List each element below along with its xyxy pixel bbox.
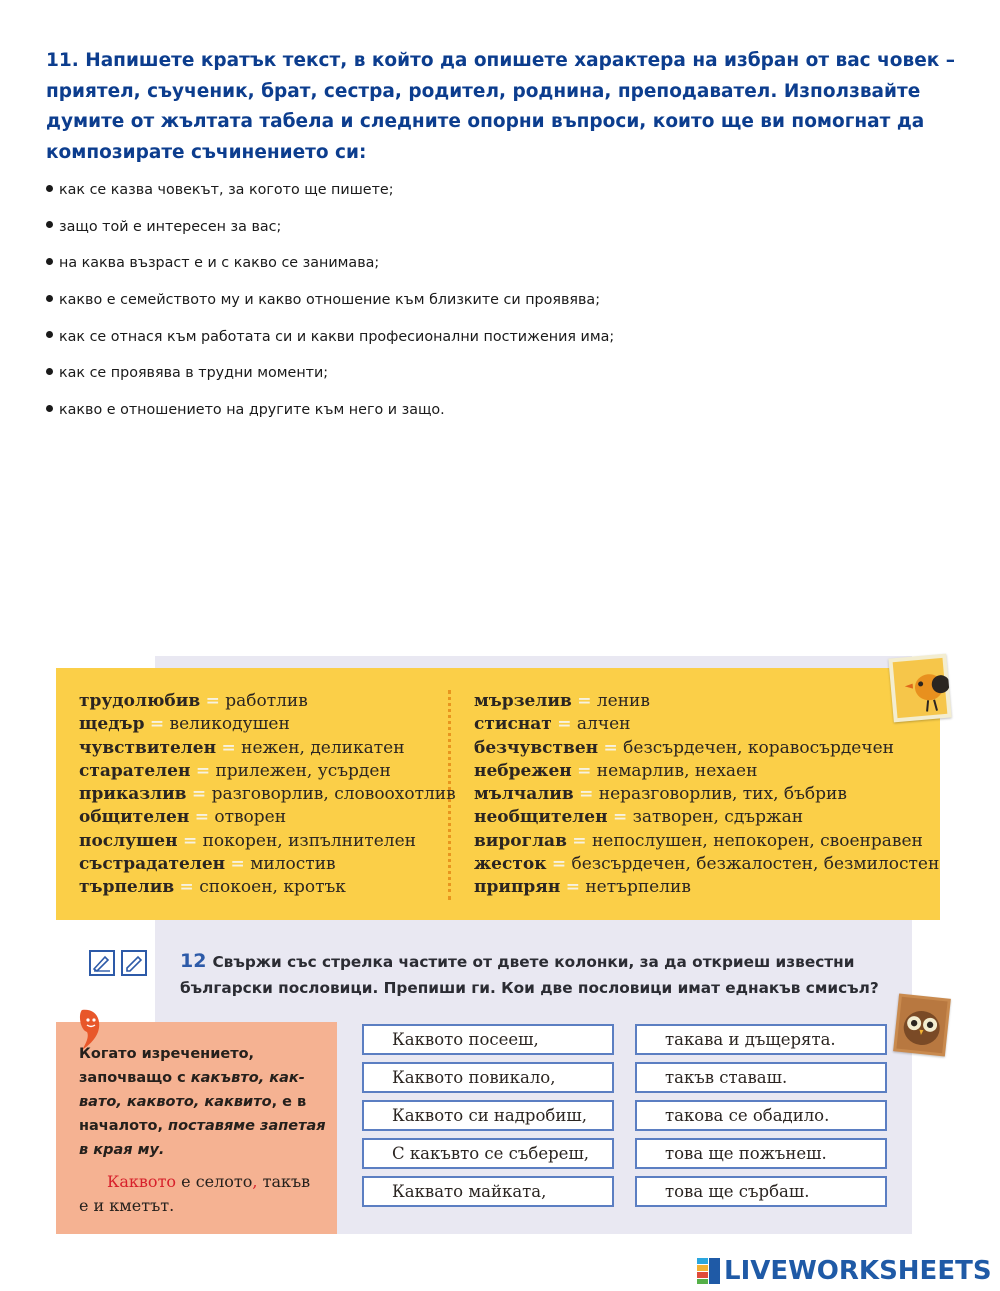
synonym-row: вироглав = непослушен, непокорен, своенравен	[474, 830, 923, 851]
proverb-end-box[interactable]: такова се обадило.	[635, 1100, 887, 1131]
synonym-row: небрежен = немарлив, нехаен	[474, 760, 758, 781]
synonym-row: жесток = безсърдечен, безжалостен, безмилостен	[474, 854, 940, 875]
synonym-row: мълчалив = неразговорлив, тих, бъбрив	[474, 784, 847, 805]
list-item: защо той е интересен за вас;	[46, 213, 614, 250]
list-item: как се отнася към работата си и какви професионални постижения има;	[46, 323, 614, 360]
list-item: какво е отношението на другите към него и защо.	[46, 396, 614, 433]
write-icon	[89, 950, 115, 976]
synonym-row: безчувствен = безсърдечен, коравосърдечен	[474, 737, 894, 758]
bullet-icon	[46, 405, 53, 412]
pencil-icon	[121, 950, 147, 976]
bullet-icon	[46, 368, 53, 375]
liveworksheets-logo	[697, 1256, 992, 1286]
proverb-end-box[interactable]: такъв ставаш.	[635, 1062, 887, 1093]
synonyms-column-right	[474, 690, 939, 900]
synonym-row: мързелив = ленив	[474, 691, 650, 711]
task-11-title: 11. Напишете кратък текст, в който да опишете характера на избран от вас човек – приятел, съученик, брат, сестра, родител, роднина, преподавател. Използвайте думите от жълтата табела и следните опорни въпроси, които ще ви помогнат да композирате съчинението си:	[46, 50, 955, 163]
proverb-start-box[interactable]: Каквото си надробиш,	[362, 1100, 614, 1131]
proverb-start-box[interactable]: С какъвто се събереш,	[362, 1138, 614, 1169]
synonym-row: общителен = отворен	[79, 807, 287, 828]
proverb-end-box[interactable]: такава и дъщерята.	[635, 1024, 887, 1055]
synonym-row: трудолюбив = работлив	[79, 691, 308, 711]
list-item: как се проявява в трудни моменти;	[46, 359, 614, 396]
bullet-icon	[46, 221, 53, 228]
task-12-instructions: 12 Свържи със стрелка частите от двете колонки, за да откриеш известни български пословици. Препиши ги. Кои две пословици имат еднакъв смисъл?	[180, 950, 879, 997]
synonym-row: щедър = великодушен	[79, 714, 290, 735]
liveworksheets-mark-icon	[697, 1258, 721, 1284]
synonym-row: стиснат = алчен	[474, 714, 631, 735]
list-item: на каква възраст е и с какво се занимава;	[46, 249, 614, 286]
brand-name: LIVEWORKSHEETS	[724, 1256, 992, 1286]
proverb-end-box[interactable]: това ще сърбаш.	[635, 1176, 887, 1207]
synonym-row: чувствителен = нежен, деликатен	[79, 737, 405, 758]
list-item: как се казва човекът, за когото ще пишете;	[46, 176, 614, 213]
bird-sticker-icon	[888, 654, 951, 723]
synonym-row: припрян = нетърпелив	[474, 877, 691, 898]
synonym-row: състрадателен = милостив	[79, 854, 336, 875]
proverb-end-box[interactable]: това ще пожънеш.	[635, 1138, 887, 1169]
bullet-icon	[46, 258, 53, 265]
bullet-icon	[46, 295, 53, 302]
proverb-start-box[interactable]: Каквото посееш,	[362, 1024, 614, 1055]
owl-sticker-icon	[893, 993, 951, 1056]
bullet-icon	[46, 331, 53, 338]
proverb-start-box[interactable]: Каквото повикало,	[362, 1062, 614, 1093]
synonym-row: послушен = покорен, изпълнителен	[79, 830, 416, 851]
grammar-example: Каквото е селото, такъв е и кметът.	[79, 1172, 311, 1215]
synonym-row: приказлив = разговорлив, словоохотлив	[79, 784, 456, 805]
synonym-row: необщителен = затворен, сдържан	[474, 807, 804, 828]
grammar-rule: Когато изречението, започващо с какъвто, как-вато, каквото, каквито, е в началото, поставяме запетая в края му.	[79, 1046, 326, 1158]
list-item: какво е семейството му и какво отношение към близките си проявява;	[46, 286, 614, 323]
proverb-start-box[interactable]: Каквато майката,	[362, 1176, 614, 1207]
guiding-questions-list	[46, 176, 614, 433]
synonym-row: старателен = прилежен, усърден	[79, 760, 391, 781]
bullet-icon	[46, 185, 53, 192]
synonym-row: търпелив = спокоен, кротък	[79, 877, 346, 898]
synonyms-column-left	[79, 690, 456, 900]
